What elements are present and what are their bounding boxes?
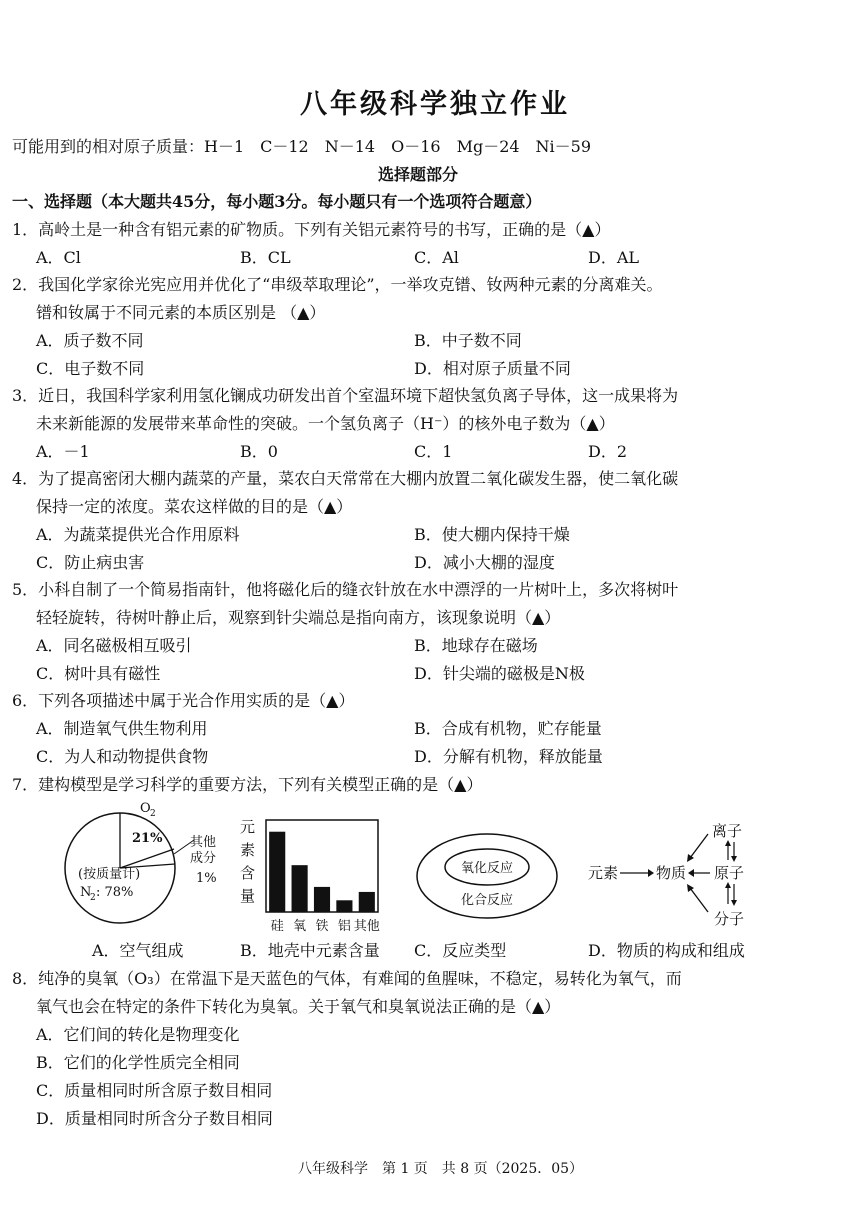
- q3-option-b: B．0: [240, 442, 278, 461]
- bar-ylabel-char: 量: [240, 887, 256, 905]
- o2-subscript: 2: [150, 809, 156, 819]
- q8-option-d: D．质量相同时所含分子数目相同: [36, 1109, 273, 1128]
- q5-option-b: B．地球存在磁场: [414, 636, 538, 655]
- reaction-types-diagram: [412, 826, 562, 926]
- bar-category-label: 铝: [337, 919, 351, 934]
- bar-3: [314, 887, 330, 912]
- q7-stem: 7．建构模型是学习科学的重要方法，下列有关模型正确的是（▲）: [12, 775, 483, 794]
- q2-option-d: D．相对原子质量不同: [414, 359, 571, 378]
- q8-option-c: C．质量相同时所含原子数目相同: [36, 1081, 273, 1100]
- q8-stem-line2: 氧气也会在特定的条件下转化为臭氧。关于氧气和臭氧说法正确的是（▲）: [36, 997, 561, 1016]
- q4-stem-line1: 4．为了提高密闭大棚内蔬菜的产量，菜农白天常常在大棚内放置二氧化碳发生器，使二氧化碳: [12, 469, 679, 488]
- bar-category-label: 硅: [270, 919, 284, 934]
- q7-option-c: C．反应类型: [414, 941, 507, 960]
- bar-ylabel-char: 元: [240, 818, 256, 836]
- q4-stem-line2: 保持一定的浓度。菜农这样做的目的是（▲）: [36, 497, 353, 516]
- q8-option-a: A．它们间的转化是物理变化: [36, 1025, 240, 1044]
- q4-option-c: C．防止病虫害: [36, 553, 145, 572]
- o2-percent: 21%: [132, 831, 163, 846]
- q3-stem-line1: 3．近日，我国科学家利用氢化镧成功研发出首个室温环境下超快氢负离子导体，这一成果将为: [12, 386, 679, 405]
- q5-option-c: C．树叶具有磁性: [36, 664, 161, 683]
- q3-option-d: D．2: [588, 442, 628, 461]
- bar-category-label: 氧: [293, 919, 307, 934]
- q2-stem-line2: 镨和钕属于不同元素的本质区别是 （▲）: [36, 303, 326, 322]
- mass-basis-label: (按质量计): [78, 867, 141, 882]
- bar-1: [269, 832, 285, 912]
- bar-ylabel-char: 素: [240, 841, 256, 859]
- other-percent: 1%: [196, 871, 217, 886]
- q3-option-a: A．－1: [36, 442, 90, 461]
- substance-label: 物质: [656, 864, 687, 882]
- q2-option-c: C．电子数不同: [36, 359, 145, 378]
- q6-option-d: D．分解有机物，释放能量: [414, 747, 603, 766]
- q2-stem-line1: 2．我国化学家徐光宪应用并优化了“串级萃取理论”，一举攻克镨、钕两种元素的分离难关。: [12, 275, 663, 294]
- o2-label: O: [140, 801, 151, 816]
- air-composition-pie: [60, 796, 235, 936]
- q1-option-a: A．Cl: [36, 248, 81, 267]
- q5-option-a: A．同名磁极相互吸引: [36, 636, 192, 655]
- q3-option-c: C．1: [414, 442, 453, 461]
- q6-stem: 6．下列各项描述中属于光合作用实质的是（▲）: [12, 691, 355, 710]
- page-footer: 八年级科学 第 1 页 共 8 页（2025．05）: [298, 1161, 584, 1177]
- q1-option-b: B．CL: [240, 248, 291, 267]
- q2-option-b: B．中子数不同: [414, 331, 522, 350]
- bar-5: [359, 892, 375, 912]
- q5-option-d: D．针尖端的磁极是N极: [414, 664, 585, 683]
- n2-label: N: [80, 885, 92, 900]
- bar-4: [336, 900, 352, 912]
- bar-2: [292, 865, 308, 912]
- q5-stem-line1: 5．小科自制了一个简易指南针，他将磁化后的缝衣针放在水中漂浮的一片树叶上，多次将树叶: [12, 580, 679, 599]
- q4-option-b: B．使大棚内保持干燥: [414, 525, 570, 544]
- q1-option-d: D．AL: [588, 248, 640, 267]
- section-title: 选择题部分: [378, 165, 459, 184]
- q8-option-b: B．它们的化学性质完全相同: [36, 1053, 240, 1072]
- oxidation-reaction-label: 氧化反应: [460, 861, 514, 876]
- bar-ylabel-char: 含: [240, 864, 256, 882]
- q6-option-b: B．合成有机物，贮存能量: [414, 719, 602, 738]
- q1-stem: 1．高岭土是一种含有铝元素的矿物质。下列有关铝元素符号的书写，正确的是（▲）: [12, 220, 611, 239]
- q5-stem-line2: 轻轻旋转，待树叶静止后，观察到针尖端总是指向南方，该现象说明（▲）: [36, 608, 561, 627]
- element-label: 元素: [588, 864, 619, 882]
- q8-stem-line1: 8．纯净的臭氧（O₃）在常温下是天蓝色的气体，有难闻的鱼腥味，不稳定，易转化为氧气，而: [12, 969, 682, 988]
- n2-subscript: 2: [90, 893, 96, 903]
- atomic-masses: 可能用到的相对原子质量：H－1 C－12 N－14 O－16 Mg－24 Ni－59: [12, 137, 592, 156]
- molecule-label: 分子: [714, 910, 745, 928]
- q7-option-b: B．地壳中元素含量: [240, 941, 380, 960]
- atom-label: 原子: [714, 864, 745, 882]
- q7-option-a: A．空气组成: [92, 941, 184, 960]
- n2-percent: : 78%: [96, 885, 134, 900]
- q6-option-c: C．为人和动物提供食物: [36, 747, 209, 766]
- bar-category-label: 其他: [353, 919, 380, 934]
- q2-option-a: A．质子数不同: [36, 331, 144, 350]
- q7-option-d: D．物质的构成和组成: [588, 941, 745, 960]
- q6-option-a: A．制造氧气供生物利用: [36, 719, 208, 738]
- q3-stem-line2: 未来新能源的发展带来革命性的突破。一个氢负离子（H⁻）的核外电子数为（▲）: [36, 414, 615, 433]
- q1-option-c: C．Al: [414, 248, 459, 267]
- bar-category-label: 铁: [315, 919, 329, 934]
- matter-composition-diagram: [588, 812, 788, 936]
- other-label-1: 其他: [190, 835, 217, 850]
- combination-reaction-label: 化合反应: [460, 893, 514, 908]
- part1-heading: 一、选择题（本大题共45分，每小题3分。每小题只有一个选项符合题意）: [12, 192, 542, 211]
- ion-label: 离子: [712, 822, 743, 840]
- crust-elements-bar-chart: [238, 814, 388, 936]
- q4-option-d: D．减小大棚的湿度: [414, 553, 555, 572]
- page-title: 八年级科学独立作业: [300, 89, 570, 120]
- other-label-2: 成分: [190, 851, 217, 866]
- q4-option-a: A．为蔬菜提供光合作用原料: [36, 525, 240, 544]
